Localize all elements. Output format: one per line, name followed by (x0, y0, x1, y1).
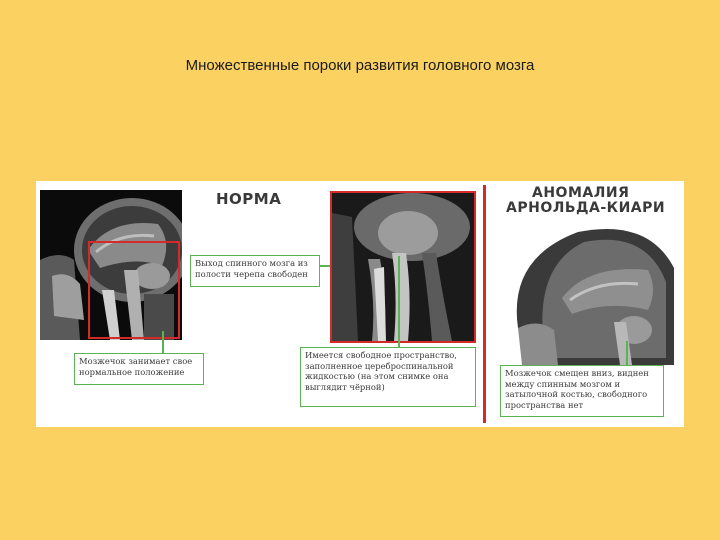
highlight-box-normal-junction (88, 241, 180, 339)
highlight-box-zoomed (330, 191, 476, 343)
section-divider (483, 185, 486, 423)
callout-cerebellum-displaced: Мозжечок смещен вниз, виднен между спинным мозгом и затылочной костью, свободного пространства нет (500, 365, 664, 417)
connector-line (398, 256, 400, 348)
chiari-comparison-figure (36, 181, 684, 427)
norm-heading: НОРМА (216, 190, 282, 208)
anomaly-heading-line2: АРНОЛЬДА-КИАРИ (506, 200, 666, 216)
callout-spinal-exit: Выход спинного мозга из полости черепа свободен (190, 255, 320, 287)
callout-free-space: Имеется свободное пространство, заполненное цереброспинальной жидкостью (на этом снимке она выглядит чёрной) (300, 347, 476, 407)
anomaly-heading-line1: АНОМАЛИЯ (532, 185, 630, 201)
callout-cerebellum-normal: Мозжечок занимает свое нормальное положение (74, 353, 204, 385)
slide-title: Множественные пороки развития головного мозга (185, 57, 535, 74)
mri-chiari-sagittal (498, 218, 678, 365)
connector-line (162, 331, 164, 355)
connector-line (626, 341, 628, 367)
